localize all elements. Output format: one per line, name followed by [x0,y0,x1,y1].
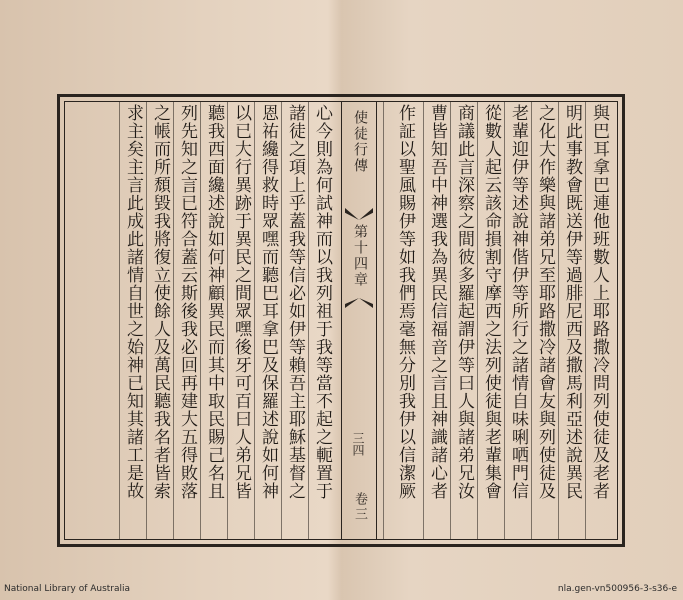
fold-chapter: 第十四章 [352,224,368,288]
left-column-3: 恩祐纔得救時眾嘿而聽巴耳拿巴及保羅述說如何神 [254,102,282,539]
left-column-6: 列先知之言已符合蓋云斯後我必回再建大五得敗落 [173,102,201,539]
library-credit: National Library of Australia [4,584,131,594]
text-block-inner [64,101,618,540]
right-column-4: 老輩迎伊等述說神偕伊等所行之諸情自味唎哂門信 [504,102,532,539]
left-column-4: 以已大行異跡于異民之間眾嘿後牙可百曰人弟兄皆 [227,102,255,539]
fold-volume: 卷三 [352,492,367,522]
fold-book-title: 使徒行傳 [352,110,368,174]
right-column-6: 商議此言深察之間彼多羅起謂伊等曰人與諸弟兄汝 [450,102,478,539]
left-column-2: 諸徒之項上乎蓋我等信必如伊等賴吾主耶穌基督之 [281,102,309,539]
right-column-8: 作証以聖風賜伊等如我們焉毫無分別我伊以信潔厥 [383,102,419,539]
image-identifier: nla.gen-vn500956-3-s36-e [557,584,677,594]
fish-tail-mark-bottom [345,298,373,308]
text-block-frame [57,94,625,547]
fish-tail-mark-top [345,208,373,220]
right-column-1: 與巴耳拿巴連他班數人上耶路撒冷問列使徒及老者 [585,102,613,539]
right-column-7: 曹皆知吾中神選我為異民信福音之言且神識諸心者 [423,102,451,539]
right-column-2: 明此事教會既送伊等過腓尼西及撒馬利亞述說異民 [558,102,586,539]
fold-page-number: 三四 [351,432,365,456]
left-column-8: 求主矣主言此成此諸情自世之始神已知其諸工是故 [119,102,147,539]
right-column-3: 之化大作樂與諸弟兄至耶路撒冷諸會友與列使徒及 [531,102,559,539]
center-fold [341,102,377,539]
left-column-1: 心今則為何試神而以我列祖于我等當不起之軛置于 [308,102,336,539]
left-column-5: 聽我西面纔述說如何神顧異民而其中取民賜己名且 [200,102,228,539]
left-column-7: 之帳而所頹毀我將復立使餘人及萬民聽我名者皆索 [146,102,174,539]
right-column-5: 從數人起云該命損割守摩西之法列使徒與老輩集會 [477,102,505,539]
